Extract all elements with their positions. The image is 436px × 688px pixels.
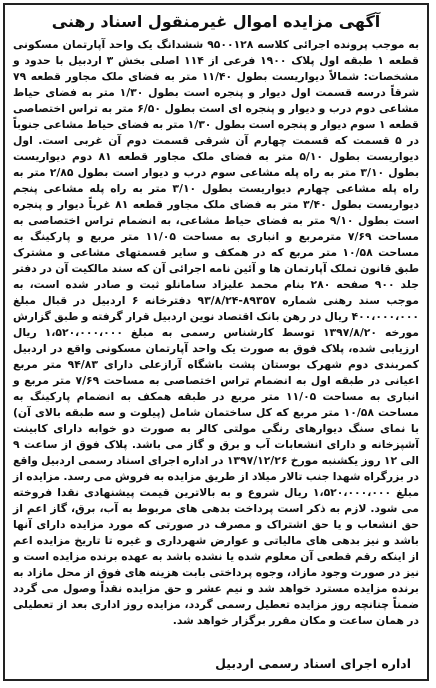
notice-body: به موجب پرونده اجرائی کلاسه ۹۵۰۰۱۲۸ ششدانگ یک واحد آپارتمان مسکونی قطعه ۱ طبقه اول پلاک ۱۹۰۰ فرعی از ۱۱۴ اصلی بخش ۳ اردبیل با حدود و مشخصات: شمالاً دیواریست بطول ۱۱/۴۰ متر به فضای ملک مجاور قطعه ۷۹ شرقاً درسه قسمت اول دیوار و پنجره است بطول ۱/۳۰ متر به فضای حیاط مشاعی دوم درب و دیوار و پنجره ای است بطول ۶/۵۰ متر به تراس اختصاصی قطعه ۱ سوم دیوار و پنجره است بطول ۱/۳۰ متر به فضای حیاط مشاعی جنوباً در ۵ قسمت که قسمت چهارم آن شرقی قسمت دوم آن غربی است. اول دیواریست بطول ۵/۱۰ متر به فضای ملک مجاور قطعه ۸۱ دوم دیواریست بطول ۳/۱۰ متر به راه پله مشاعی سوم درب و دیوار است بطول ۲/۸۵ متر به راه پله مشاعی چهارم دیواریست بطول ۳/۱۰ متر به راه پله مشاعی پنجم دیواریست بطول ۳/۴۰ متر به فضای ملک مجاور قطعه ۸۱ غرباً دیوار و پنجره است بطول ۹/۱۰ متر به فضای حیاط مشاعی، به انضمام تراس اختصاصی به مساحت ۷/۶۹ مترمربع و انباری به مساحت ۱۱/۰۵ متر مربع و پارکینگ به مساحت ۱۰/۵۸ متر مربع که در همکف و سایر قسمتهای مشاعی و مشترک طبق قانون تملک آپارتمان ها و آئین نامه اجرائی آن که سند مالکیت آن در دفتر جلد ۹۰۰ صفحه ۲۸۰ بنام محمد علیزاد سامانلو ثبت و صادر شده است، به موجب سند رهنی شماره ۸۹۳۵۷-۹۳/۸/۲۴ دفترخانه ۶ اردبیل در قبال مبلغ ۴۰۰،۰۰۰،۰۰۰ ریال در رهن بانک اقتصاد نوین اردبیل قرار گرفته و طبق گزارش مورخه ۱۳۹۷/۸/۲۰ توسط کارشناس رسمی به مبلغ ۱،۵۲۰،۰۰۰،۰۰۰ ریال ارزیابی شده، پلاک فوق به صورت یک واحد آپارتمان مسکونی واقع در اردبیل کمربندی دوم شهرک بوستان پشت باشگاه آرازعلی دارای ۹۴/۸۳ متر مربع اعیانی در طبقه اول به انضمام تراس اختصاصی به مساحت ۷/۶۹ متر مربع و انباری به مساحت ۱۱/۰۵ متر مربع در طبقه همکف به انضمام پارکینگ به مساحت ۱۰/۵۸ متر مربع که کل ساختمان شامل (پیلوت و سه طبقه بالای آن) با نمای سنگ دیوارهای رنگی مولتی کالر به صورت دو خوابه دارای کابینت آشپزخانه و دارای انشعابات آب و برق و گاز می باشد. پلاک فوق از ساعت ۹ الی ۱۲ روز یکشنبه مورخ ۱۳۹۷/۱۲/۲۶ در اداره اجرای اسناد رسمی اردبیل واقع در بزرگراه شهدا جنب تالار میلاد از طریق مزایده به فروش می رسد. مزایده از مبلغ ۱،۵۲۰،۰۰۰،۰۰۰ ریال شروع و به بالاترین قیمت پیشنهادی نقدا فروخته می شود. لازم به ذکر است پرداخت بدهی های مربوط به آب، برق، گاز اعم از حق انشعاب و یا حق اشتراک و مصرف در صورتی که مورد مزایده دارای آنها باشد و نیز بدهی های مالیاتی و عوارض شهرداری و غیره تا تاریخ مزایده اعم از اینکه رقم قطعی آن معلوم شده یا نشده باشد به عهده برنده مزایده است و نیز در صورت وجود مازاد، وجوه پرداختی بابت هزینه های فوق از محل مازاد به برنده مزایده مسترد خواهد شد و نیم عشر و حق مزایده نقداً وصول می گردد ضمناً چنانچه روز مزایده تعطیل رسمی گردد، مزایده روز اداری بعد از تعطیلی در همان ساعت و مکان مقرر برگزار خواهد شد. <box>13 38 420 627</box>
issuer-signature: اداره اجرای اسناد رسمی اردبیل <box>215 656 411 671</box>
notice-frame <box>3 3 429 681</box>
notice-title: آگهی مزایده اموال غیرمنقول اسناد رهنی <box>51 12 381 31</box>
